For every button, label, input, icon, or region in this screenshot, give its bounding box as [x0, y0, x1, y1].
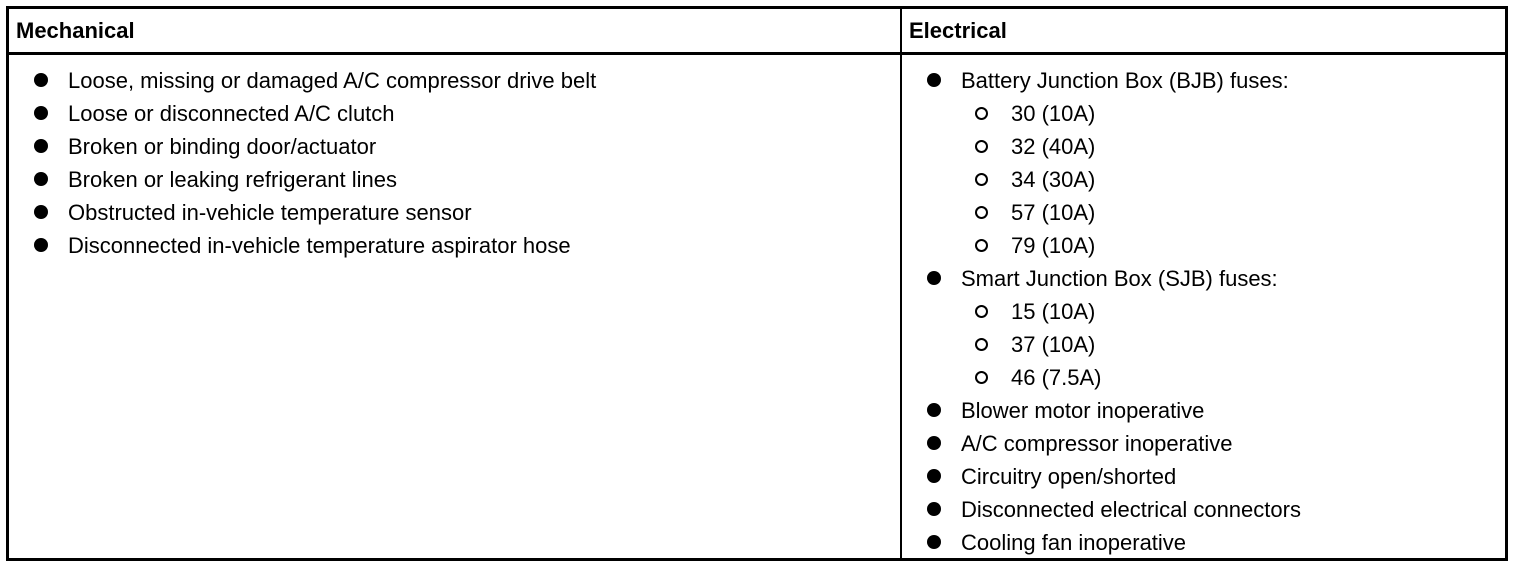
- list-item: [924, 460, 1301, 493]
- list-item-text: Broken or leaking refrigerant lines: [68, 167, 397, 192]
- hollow-circle-bullet-icon: [975, 371, 988, 384]
- sub-list-item-text: 30 (10A): [1011, 101, 1096, 126]
- filled-circle-bullet-icon: [927, 502, 941, 516]
- header-divider: [9, 52, 1505, 55]
- sub-list-item: [924, 130, 1301, 163]
- list-item-text: Disconnected electrical connectors: [961, 497, 1301, 522]
- hollow-circle-bullet-icon: [975, 239, 988, 252]
- list-item: [924, 262, 1301, 295]
- sub-list-item-text: 46 (7.5A): [1011, 365, 1102, 390]
- filled-circle-bullet-icon: [34, 73, 48, 87]
- sub-list-item-text: 34 (30A): [1011, 167, 1096, 192]
- sub-list-item: [924, 97, 1301, 130]
- list-item: [31, 196, 596, 229]
- sub-list-item-text: 57 (10A): [1011, 200, 1096, 225]
- filled-circle-bullet-icon: [34, 139, 48, 153]
- filled-circle-bullet-icon: [34, 238, 48, 252]
- sub-list-item: [924, 361, 1301, 394]
- list-item-text: Blower motor inoperative: [961, 398, 1205, 423]
- filled-circle-bullet-icon: [927, 73, 941, 87]
- filled-circle-bullet-icon: [927, 436, 941, 450]
- symptom-table: [6, 6, 1508, 561]
- list-item: [924, 64, 1301, 97]
- filled-circle-bullet-icon: [34, 106, 48, 120]
- filled-circle-bullet-icon: [34, 205, 48, 219]
- list-item-text: Circuitry open/shorted: [961, 464, 1177, 489]
- list-item-text: Broken or binding door/actuator: [68, 134, 377, 159]
- sub-list-item-text: 15 (10A): [1011, 299, 1096, 324]
- list-item-text: Disconnected in-vehicle temperature aspirator hose: [68, 233, 571, 258]
- electrical-column: [924, 64, 1301, 559]
- hollow-circle-bullet-icon: [975, 140, 988, 153]
- filled-circle-bullet-icon: [927, 469, 941, 483]
- filled-circle-bullet-icon: [927, 271, 941, 285]
- sub-list-item-text: 32 (40A): [1011, 134, 1096, 159]
- list-item: [924, 493, 1301, 526]
- list-item-text: Obstructed in-vehicle temperature sensor: [68, 200, 472, 225]
- list-item: [31, 64, 596, 97]
- hollow-circle-bullet-icon: [975, 206, 988, 219]
- list-item: [924, 427, 1301, 460]
- hollow-circle-bullet-icon: [975, 305, 988, 318]
- sub-list-item: [924, 328, 1301, 361]
- sub-list-item: [924, 229, 1301, 262]
- list-item: [31, 97, 596, 130]
- column-divider: [900, 9, 902, 558]
- list-item-text: Loose, missing or damaged A/C compressor drive belt: [68, 68, 597, 93]
- list-item-text: Smart Junction Box (SJB) fuses:: [961, 266, 1278, 291]
- list-item-text: Cooling fan inoperative: [961, 530, 1187, 555]
- list-item-text: A/C compressor inoperative: [961, 431, 1233, 456]
- filled-circle-bullet-icon: [927, 535, 941, 549]
- sub-list-item: [924, 196, 1301, 229]
- filled-circle-bullet-icon: [927, 403, 941, 417]
- header-electrical: Electrical: [909, 18, 1007, 43]
- header-mechanical: Mechanical: [16, 18, 135, 43]
- hollow-circle-bullet-icon: [975, 107, 988, 120]
- list-item: [31, 163, 596, 196]
- electrical-list: [924, 64, 1301, 559]
- list-item-text: Battery Junction Box (BJB) fuses:: [961, 68, 1289, 93]
- list-item-text: Loose or disconnected A/C clutch: [68, 101, 395, 126]
- hollow-circle-bullet-icon: [975, 173, 988, 186]
- list-item: [924, 526, 1301, 559]
- sub-list-item-text: 79 (10A): [1011, 233, 1096, 258]
- list-item: [31, 130, 596, 163]
- mechanical-list: [31, 64, 596, 262]
- list-item: [924, 394, 1301, 427]
- mechanical-column: [31, 64, 596, 262]
- hollow-circle-bullet-icon: [975, 338, 988, 351]
- sub-list-item: [924, 295, 1301, 328]
- filled-circle-bullet-icon: [34, 172, 48, 186]
- list-item: [31, 229, 596, 262]
- sub-list-item: [924, 163, 1301, 196]
- sub-list-item-text: 37 (10A): [1011, 332, 1096, 357]
